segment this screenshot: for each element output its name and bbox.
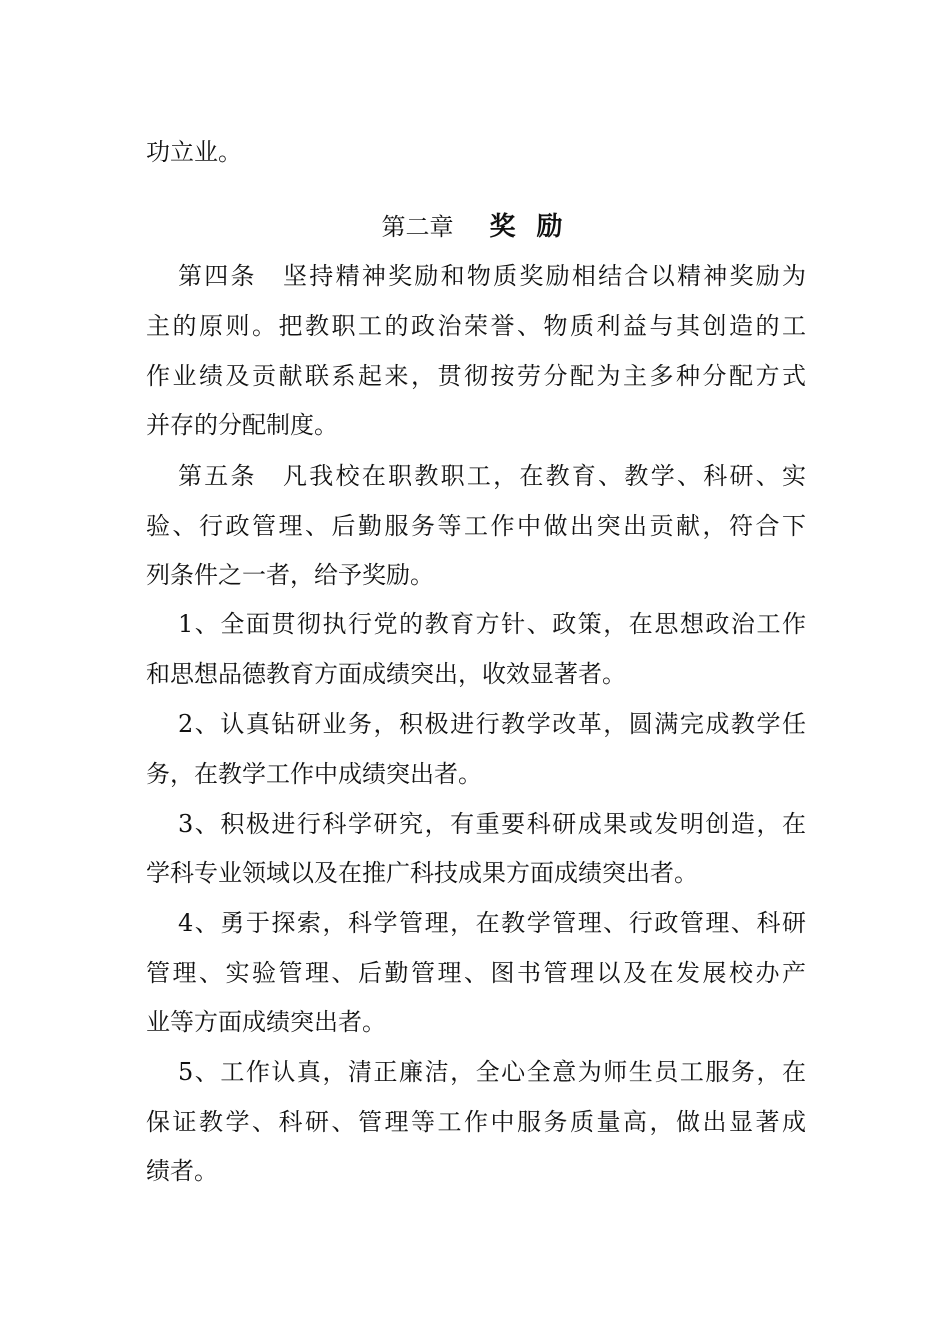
list-item-line: 4、勇于探索，科学管理，在教学管理、行政管理、科研 [178,909,806,937]
list-item-line: 2、认真钻研业务，积极进行教学改革，圆满完成教学任 [178,710,806,738]
article-5-line: 列条件之一者，给予奖励。 [146,561,434,589]
list-item-line: 1、全面贯彻执行党的教育方针、政策，在思想政治工作 [178,610,806,638]
article-4-line: 第四条 坚持精神奖励和物质奖励相结合以精神奖励为 [178,262,806,290]
chapter-number: 第二章 [381,213,454,241]
list-item-line: 保证教学、科研、管理等工作中服务质量高，做出显著成 [146,1108,806,1136]
list-item-line: 学科专业领域以及在推广科技成果方面成绩突出者。 [146,859,698,887]
list-item-line: 务，在教学工作中成绩突出者。 [146,760,482,788]
intro-continuation: 功立业。 [146,138,242,166]
article-5-line: 第五条 凡我校在职教职工，在教育、教学、科研、实 [178,462,806,490]
list-item-line: 绩者。 [146,1157,218,1185]
chapter-title: 奖 励 [489,212,569,242]
chapter-heading [0,212,950,242]
article-5-line: 验、行政管理、后勤服务等工作中做出突出贡献，符合下 [146,512,806,540]
article-4-line: 并存的分配制度。 [146,411,338,439]
list-item-line: 管理、实验管理、后勤管理、图书管理以及在发展校办产 [146,959,806,987]
list-item-line: 3、积极进行科学研究，有重要科研成果或发明创造，在 [178,810,806,838]
list-item-line: 和思想品德教育方面成绩突出，收效显著者。 [146,660,626,688]
article-4-line: 主的原则。把教职工的政治荣誉、物质利益与其创造的工 [146,312,806,340]
list-item-line: 业等方面成绩突出者。 [146,1008,386,1036]
list-item-line: 5、工作认真，清正廉洁，全心全意为师生员工服务，在 [178,1058,806,1086]
article-4-line: 作业绩及贡献联系起来，贯彻按劳分配为主多种分配方式 [146,362,806,390]
